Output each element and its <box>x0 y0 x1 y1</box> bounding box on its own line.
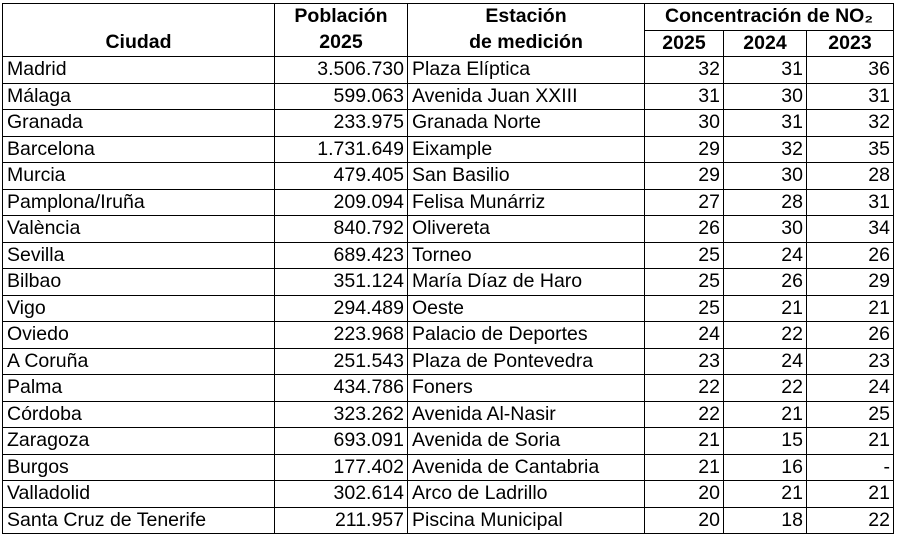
table-row <box>3 348 894 375</box>
cell-no2-2023: 35 <box>807 136 894 163</box>
cell-population: 1.731.649 <box>275 136 408 163</box>
cell-no2-2023: 21 <box>807 481 894 508</box>
cell-city: Burgos <box>3 454 275 481</box>
table-body <box>3 57 894 534</box>
table-row <box>3 375 894 402</box>
cell-no2-2025: 32 <box>645 57 724 84</box>
cell-station: Torneo <box>408 242 645 269</box>
cell-city: Santa Cruz de Tenerife <box>3 507 275 534</box>
cell-no2-2024: 30 <box>724 163 807 190</box>
table-row <box>3 401 894 428</box>
header-city-top <box>3 4 275 31</box>
cell-no2-2023: 22 <box>807 507 894 534</box>
cell-no2-2023: 32 <box>807 110 894 137</box>
header-row-2 <box>3 30 894 57</box>
cell-station: Arco de Ladrillo <box>408 481 645 508</box>
cell-population: 223.968 <box>275 322 408 349</box>
cell-no2-2025: 29 <box>645 136 724 163</box>
cell-no2-2023: 23 <box>807 348 894 375</box>
cell-no2-2025: 26 <box>645 216 724 243</box>
cell-no2-2023: 31 <box>807 83 894 110</box>
cell-no2-2023: 28 <box>807 163 894 190</box>
cell-no2-2025: 22 <box>645 401 724 428</box>
table-row <box>3 507 894 534</box>
cell-city: València <box>3 216 275 243</box>
cell-city: A Coruña <box>3 348 275 375</box>
no2-table-container <box>2 3 893 542</box>
cell-no2-2025: 27 <box>645 189 724 216</box>
cell-station: Foners <box>408 375 645 402</box>
cell-city: Barcelona <box>3 136 275 163</box>
cell-population: 840.792 <box>275 216 408 243</box>
cell-no2-2025: 21 <box>645 428 724 455</box>
table-row <box>3 454 894 481</box>
header-population-year: 2025 <box>275 30 408 57</box>
cell-city: Palma <box>3 375 275 402</box>
cell-no2-2023: 26 <box>807 242 894 269</box>
cell-no2-2024: 22 <box>724 322 807 349</box>
cell-station: Avenida Al-Nasir <box>408 401 645 428</box>
cell-city: Madrid <box>3 57 275 84</box>
table-row <box>3 110 894 137</box>
cell-no2-2024: 31 <box>724 110 807 137</box>
header-row-1 <box>3 4 894 31</box>
cell-no2-2024: 24 <box>724 242 807 269</box>
table-row <box>3 216 894 243</box>
cell-city: Zaragoza <box>3 428 275 455</box>
cell-station: María Díaz de Haro <box>408 269 645 296</box>
cell-no2-2025: 22 <box>645 375 724 402</box>
cell-no2-2024: 31 <box>724 57 807 84</box>
cell-city: Córdoba <box>3 401 275 428</box>
cell-station: San Basilio <box>408 163 645 190</box>
header-year-2023: 2023 <box>807 30 894 57</box>
header-population: Población <box>275 4 408 31</box>
cell-station: Felisa Munárriz <box>408 189 645 216</box>
cell-no2-2025: 30 <box>645 110 724 137</box>
header-year-2025: 2025 <box>645 30 724 57</box>
cell-no2-2025: 29 <box>645 163 724 190</box>
cell-station: Avenida de Cantabria <box>408 454 645 481</box>
table-row <box>3 481 894 508</box>
cell-no2-2025: 31 <box>645 83 724 110</box>
table-row <box>3 83 894 110</box>
table-row <box>3 242 894 269</box>
table-row <box>3 295 894 322</box>
table-row <box>3 136 894 163</box>
cell-population: 479.405 <box>275 163 408 190</box>
cell-population: 302.614 <box>275 481 408 508</box>
cell-no2-2023: 29 <box>807 269 894 296</box>
cell-no2-2025: 20 <box>645 481 724 508</box>
table-row <box>3 428 894 455</box>
cell-no2-2024: 30 <box>724 83 807 110</box>
table-row <box>3 189 894 216</box>
cell-city: Sevilla <box>3 242 275 269</box>
cell-no2-2023: 34 <box>807 216 894 243</box>
cell-station: Avenida de Soria <box>408 428 645 455</box>
cell-population: 3.506.730 <box>275 57 408 84</box>
table-row <box>3 57 894 84</box>
header-station: Estación <box>408 4 645 31</box>
cell-no2-2023: 36 <box>807 57 894 84</box>
cell-no2-2025: 23 <box>645 348 724 375</box>
cell-no2-2024: 28 <box>724 189 807 216</box>
header-station-sub: de medición <box>408 30 645 57</box>
cell-no2-2024: 21 <box>724 481 807 508</box>
table-row <box>3 163 894 190</box>
cell-city: Pamplona/Iruña <box>3 189 275 216</box>
cell-no2-2023: 31 <box>807 189 894 216</box>
cell-station: Olivereta <box>408 216 645 243</box>
cell-no2-2024: 18 <box>724 507 807 534</box>
cell-no2-2024: 26 <box>724 269 807 296</box>
cell-city: Murcia <box>3 163 275 190</box>
cell-city: Bilbao <box>3 269 275 296</box>
cell-no2-2023: - <box>807 454 894 481</box>
cell-city: Granada <box>3 110 275 137</box>
cell-population: 251.543 <box>275 348 408 375</box>
cell-population: 233.975 <box>275 110 408 137</box>
cell-no2-2023: 21 <box>807 295 894 322</box>
cell-city: Málaga <box>3 83 275 110</box>
table-row <box>3 322 894 349</box>
cell-station: Plaza Elíptica <box>408 57 645 84</box>
cell-population: 599.063 <box>275 83 408 110</box>
cell-no2-2025: 24 <box>645 322 724 349</box>
cell-population: 434.786 <box>275 375 408 402</box>
cell-population: 211.957 <box>275 507 408 534</box>
cell-station: Granada Norte <box>408 110 645 137</box>
cell-no2-2025: 25 <box>645 242 724 269</box>
header-no2-group: Concentración de NO₂ <box>645 4 894 31</box>
cell-no2-2024: 21 <box>724 401 807 428</box>
cell-population: 323.262 <box>275 401 408 428</box>
cell-no2-2025: 21 <box>645 454 724 481</box>
cell-station: Avenida Juan XXIII <box>408 83 645 110</box>
table-header <box>3 4 894 57</box>
header-year-2024: 2024 <box>724 30 807 57</box>
cell-population: 351.124 <box>275 269 408 296</box>
table-row <box>3 269 894 296</box>
cell-no2-2025: 20 <box>645 507 724 534</box>
cell-station: Plaza de Pontevedra <box>408 348 645 375</box>
cell-no2-2023: 24 <box>807 375 894 402</box>
cell-no2-2024: 16 <box>724 454 807 481</box>
cell-no2-2024: 21 <box>724 295 807 322</box>
cell-station: Palacio de Deportes <box>408 322 645 349</box>
cell-no2-2025: 25 <box>645 269 724 296</box>
cell-population: 209.094 <box>275 189 408 216</box>
cell-population: 177.402 <box>275 454 408 481</box>
cell-city: Oviedo <box>3 322 275 349</box>
cell-city: Valladolid <box>3 481 275 508</box>
cell-no2-2024: 24 <box>724 348 807 375</box>
cell-population: 693.091 <box>275 428 408 455</box>
cell-no2-2024: 30 <box>724 216 807 243</box>
cell-no2-2024: 22 <box>724 375 807 402</box>
cell-no2-2024: 32 <box>724 136 807 163</box>
cell-station: Piscina Municipal <box>408 507 645 534</box>
cell-population: 294.489 <box>275 295 408 322</box>
cell-population: 689.423 <box>275 242 408 269</box>
cell-station: Oeste <box>408 295 645 322</box>
cell-city: Vigo <box>3 295 275 322</box>
cell-no2-2023: 26 <box>807 322 894 349</box>
cell-no2-2025: 25 <box>645 295 724 322</box>
cell-no2-2023: 21 <box>807 428 894 455</box>
cell-station: Eixample <box>408 136 645 163</box>
no2-concentration-table <box>2 3 894 534</box>
cell-no2-2024: 15 <box>724 428 807 455</box>
header-city: Ciudad <box>3 30 275 57</box>
cell-no2-2023: 25 <box>807 401 894 428</box>
